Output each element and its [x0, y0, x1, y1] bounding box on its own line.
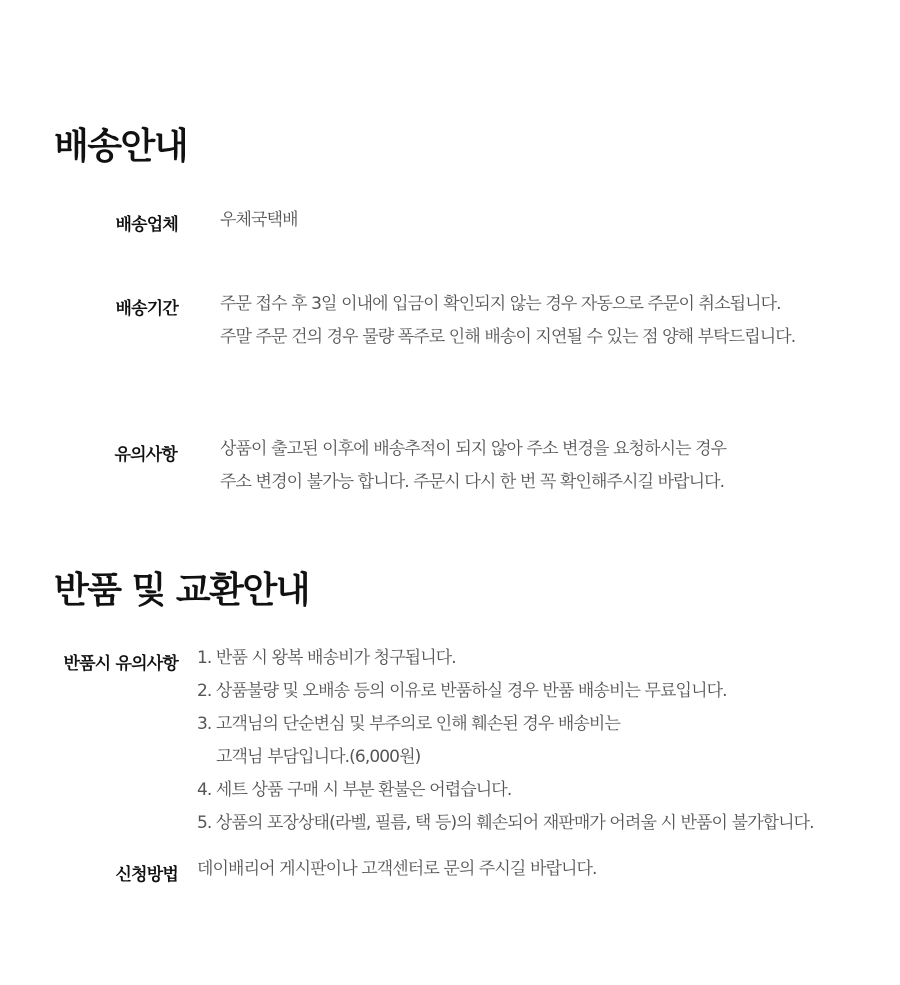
notice-text	[220, 433, 726, 499]
returns-title: 반품 및 교환안내	[54, 570, 309, 611]
period-text	[220, 288, 795, 354]
list-item: 5. 상품의 포장상태(라벨, 필름, 택 등)의 훼손되어 재판매가 어려울 시 반품이 불가합니다.	[197, 813, 814, 833]
courier-label: 배송업체	[115, 215, 178, 235]
list-item: 4. 세트 상품 구매 시 부분 환불은 어렵습니다.	[197, 780, 512, 800]
notice-label: 유의사항	[114, 445, 177, 465]
notice-line: 상품이 출고된 이후에 배송추적이 되지 않아 주소 변경을 요청하시는 경우	[220, 439, 727, 459]
period-line: 주문 접수 후 3일 이내에 입금이 확인되지 않는 경우 자동으로 주문이 취소됩니다.	[220, 294, 781, 314]
return-notice-list	[197, 642, 814, 840]
courier-value: 우체국택배	[220, 210, 298, 230]
notice-line: 주소 변경이 불가능 합니다. 주문시 다시 한 번 꼭 확인해주시길 바랍니다.	[220, 472, 725, 492]
method-label: 신청방법	[115, 865, 178, 885]
list-item: 3. 고객님의 단순변심 및 부주의로 인해 훼손된 경우 배송비는	[197, 714, 620, 734]
list-item: 1. 반품 시 왕복 배송비가 청구됩니다.	[197, 648, 456, 668]
shipping-title: 배송안내	[54, 126, 188, 167]
list-item: 고객님 부담입니다.(6,000원)	[216, 747, 421, 767]
list-item: 2. 상품불량 및 오배송 등의 이유로 반품하실 경우 반품 배송비는 무료입니다.	[197, 681, 727, 701]
period-label: 배송기간	[115, 299, 178, 319]
method-value: 데이배리어 게시판이나 고객센터로 문의 주시길 바랍니다.	[197, 859, 597, 879]
period-line: 주말 주문 건의 경우 물량 폭주로 인해 배송이 지연될 수 있는 점 양해 부탁드립니다.	[220, 327, 796, 347]
return-notice-label: 반품시 유의사항	[63, 654, 178, 674]
